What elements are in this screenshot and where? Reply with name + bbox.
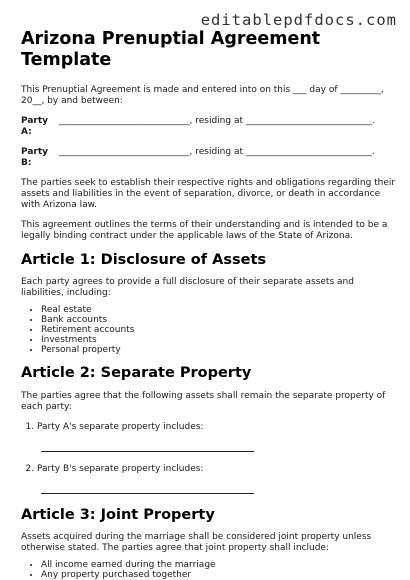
list-item: • Any property purchased together: [41, 570, 396, 580]
article-3-text: Assets acquired during the marriage shall be considered joint property unless otherwise stated. The parties agree that joint property shall include:: [21, 532, 372, 553]
party-a-line: [21, 116, 396, 138]
party-a-label: Party A:: [21, 116, 49, 137]
list-item: • Retirement accounts: [41, 325, 396, 335]
party-a-property-label: Party A's separate property includes:: [37, 422, 204, 432]
party-b-fields: _____________________________, residing at ____________________________.: [59, 147, 375, 157]
party-b-label: Party B:: [21, 147, 49, 168]
document-title: Arizona Prenuptial Agreement Template: [21, 29, 321, 70]
party-b-line: [21, 147, 396, 169]
site-watermark: editablepdfdocs.com: [200, 11, 397, 29]
list-item: [37, 464, 396, 494]
article-3-list: [21, 560, 396, 580]
article-1-list: [21, 305, 396, 355]
list-item: • Personal property: [41, 345, 396, 355]
party-b-property-label: Party B's separate property includes:: [37, 464, 204, 474]
binding-paragraph: This agreement outlines the terms of their understanding and is intended to be a legally binding contract under the applicable laws of the State of Arizona.: [21, 220, 388, 241]
article-2-text: The parties agree that the following assets shall remain the separate property of each party:: [21, 391, 386, 412]
party-b-property-blank: [41, 483, 254, 494]
list-item: • Bank accounts: [41, 315, 396, 325]
article-2-list: [21, 422, 396, 494]
intro-paragraph: This Prenuptial Agreement is made and entered into on this ___ day of _________, 20__, by and between:: [21, 85, 384, 106]
article-1-heading: Article 1: Disclosure of Assets: [21, 252, 267, 268]
list-item: • Real estate: [41, 305, 396, 315]
list-item: • Investments: [41, 335, 396, 345]
article-3-heading: Article 3: Joint Property: [21, 507, 215, 523]
list-item: [37, 422, 396, 452]
article-1-text: Each party agrees to provide a full disclosure of their separate assets and liabilities, including:: [21, 277, 354, 298]
purpose-paragraph: The parties seek to establish their respective rights and obligations regarding their assets and liabilities in the event of separation, divorce, or death in accordance with Arizona law.: [21, 178, 396, 210]
article-2-heading: Article 2: Separate Property: [21, 365, 252, 381]
party-a-property-blank: [41, 441, 254, 452]
party-a-fields: _____________________________, residing at ____________________________.: [59, 116, 375, 126]
document-page: [21, 29, 396, 580]
list-item: • All income earned during the marriage: [41, 560, 396, 570]
